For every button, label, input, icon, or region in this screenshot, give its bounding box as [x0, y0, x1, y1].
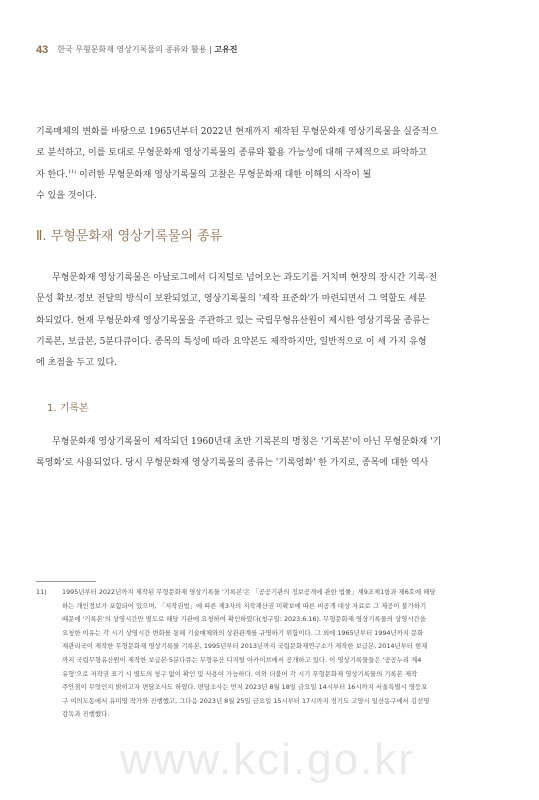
footnote-line: 까지 국립무형유산원이 제작한 보급본·5분다큐는 무형유산 디지털 아카이브에서 공개하고 있다. 이 영상기록물들은 '공공누리 제4 — [62, 655, 422, 664]
text-line: 수 있을 것이다. — [36, 190, 97, 201]
paragraph-types — [36, 268, 504, 374]
subsection-heading: 1. 기록본 — [47, 403, 89, 414]
text-line: 화되었다. 현재 무형문화재 영상기록물을 주관하고 있는 국립무형유산원이 제시한 영상기록물 종류는 — [36, 315, 430, 326]
page-number: 43 — [36, 44, 49, 56]
text-line: 에 초점을 두고 있다. — [36, 358, 117, 369]
paragraph-intro — [36, 122, 504, 207]
footnote-ref[interactable]: 11) — [67, 168, 77, 175]
section-heading: Ⅱ. 무형문화재 영상기록물의 종류 — [36, 229, 223, 244]
text-line: 무형문화재 영상기록물은 아날로그에서 디지털로 넘어오는 과도기를 거치며 현장의 장시간 기록·전 — [52, 273, 438, 283]
text-line: 기록본, 보급본, 5분다큐이다. 종목의 특성에 따라 요약본도 제작하지만, 일반적으로 이 세 가지 유형 — [36, 336, 427, 347]
paragraph-record — [36, 432, 504, 475]
watermark: www.kci.go.kr — [120, 735, 415, 784]
author-name: 고유진 — [214, 45, 238, 54]
footnote-line: 감독과 진행했다. — [62, 710, 110, 719]
footnote-line: 때문에 '기록본'의 상영시간만 별도로 해당 기관에 요청하여 확인하였다(청구일: 2023.6.16). 무형문화재 영상기록물의 상영시간을 — [62, 615, 426, 624]
text-line: 무형문화재 영상기록물이 제작되던 1960년대 초반 기록본의 명칭은 '기록본'이 아닌 무형문화재 '기 — [52, 437, 442, 447]
footnote-line: 재관리국이 제작한 무형문화재 영상기록물 기록본, 1995년부터 2013년까지 국립문화재연구소가 제작한 보급본, 2014년부터 현재 — [62, 642, 428, 651]
footnote-line: 주안점이 무엇인지 밝히고자 면담조사도 하였다. 면담조사는 먼저 2023년 8월 18일 금요일 14시부터 16시까지 서울특별시 영등포 — [62, 683, 428, 692]
footnote-line: 유형'으로 저작권 표기 시 별도의 청구 없이 확인 및 사용이 가능하다. 이와 더불어 각 시기 무형문화재 영상기록물의 기록본 제작 — [62, 669, 418, 678]
footnote-number: 11) — [36, 588, 47, 596]
footnote — [36, 586, 504, 722]
text-span: 자 한다. — [36, 169, 68, 180]
footnote-line: 구 여의도동에서 유미영 작가와 진행했고, 그다음 2023년 8월 25일 금요일 15시부터 17시까지 경기도 고양시 일산동구에서 김선영 — [62, 696, 430, 705]
footnote-line: 하는 개인정보가 포함되어 있으며, 「저작권법」에 따른 제3자의 저작재산권 미확보에 따른 비공개 대상 자료로 그 제공이 불가하기 — [62, 601, 427, 610]
text-line — [36, 165, 504, 186]
text-line: 록영화'로 사용되었다. 당시 무형문화재 영상기록물의 종류는 '기록영화' 한 가지로, 종목에 대한 역사 — [36, 458, 429, 469]
running-header — [36, 43, 506, 57]
text-span: 이러한 무형문화재 영상기록물의 고찰은 무형문화재 대한 이해의 시작이 될 — [76, 169, 372, 180]
running-title: 한국 무형문화재 영상기록물의 종류와 활용 | — [57, 45, 215, 54]
footnote-line: 1995년부터 2022년까지 제작된 무형문화재 영상기록물 '기록본'은 「공공기관의 정보공개에 관한 법률」제9조제1항과 제6호에 해당 — [62, 588, 436, 596]
footnote-line: 요청한 이유는 각 시기 상영시간 변화를 통해 기술매체와의 상관관계를 규명하기 위함이다. 그 외에 1965년부터 1994년까지 문화 — [62, 628, 424, 637]
text-line: 로 분석하고, 이를 토대로 무형문화재 영상기록물의 종류와 활용 가능성에 대해 구체적으로 파악하고 — [36, 148, 427, 159]
footnote-body — [62, 586, 504, 722]
footnote-divider — [36, 581, 96, 582]
text-line: 기록매체의 변화를 바탕으로 1965년부터 2022년 현재까지 제작된 무형문화재 영상기록물을 실증적으 — [36, 127, 438, 137]
text-line: 문성 확보·정보 전달의 방식이 보완되었고, 영상기록물의 '제작 표준화'가 마련되면서 그 역할도 세분 — [36, 294, 426, 305]
